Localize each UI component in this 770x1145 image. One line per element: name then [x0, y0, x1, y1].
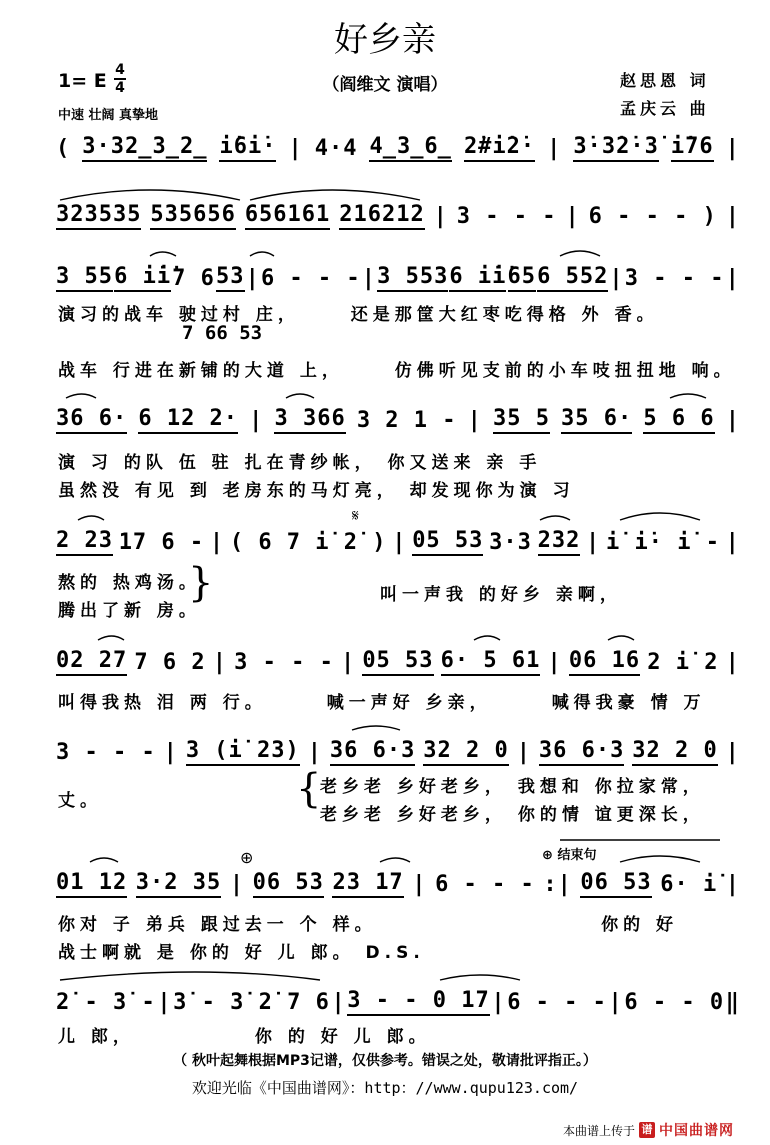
barline: | — [229, 871, 245, 897]
time-sig-top: 4 — [115, 62, 125, 78]
note-group: 06 53 — [253, 870, 324, 898]
note-group: 6· i̇ — [660, 871, 718, 897]
barline: | — [608, 989, 623, 1015]
lyric-line-v4b: 腾出了新 房。 — [58, 601, 201, 621]
note-group: 6 552 — [537, 264, 608, 292]
footer-note: （ 秋叶起舞根据MP3记谱，仅供参考。错误之处，敬请批评指正。） — [173, 1053, 597, 1069]
note-group: 3 366 — [274, 406, 345, 434]
notation-row-6 — [56, 648, 740, 676]
notation-row-2 — [56, 202, 740, 230]
note-group: 7 6 2 — [134, 649, 206, 675]
note-group: 06 16 — [569, 648, 640, 676]
ending-label-text: 结束句 — [557, 848, 597, 863]
barline: | — [725, 739, 740, 765]
barline: | — [212, 649, 227, 675]
lyric-line — [58, 356, 742, 381]
note-group: 216212 — [339, 202, 424, 230]
note-group: 01 12 — [56, 870, 127, 898]
lyric-text: 喊一声好 乡亲， — [326, 693, 492, 713]
lyric-text: 儿 郎， — [58, 1027, 135, 1047]
barline: | — [361, 265, 376, 291]
time-sig-bottom: 4 — [115, 80, 125, 96]
barline: | — [157, 989, 172, 1015]
lyric-line — [58, 300, 742, 325]
note-group: 6 - - - ) — [588, 203, 717, 229]
barline: | — [209, 529, 225, 555]
lyric-text: 喊得我豪 情 万 — [551, 693, 706, 713]
notation-row-9 — [56, 988, 740, 1016]
coda-icon: ⊕ — [542, 848, 553, 863]
upload-credit — [563, 1120, 734, 1140]
lyric-line — [58, 688, 742, 713]
lyric-text: 仿佛听见支前的小车吱扭扭地 响。 — [394, 361, 736, 381]
note-group: 02 27 — [56, 648, 127, 676]
note-group: 535656 — [150, 202, 235, 230]
note-group: 6 - - - — [435, 871, 535, 897]
barline: | — [565, 203, 580, 229]
song-title: 好乡亲 — [334, 20, 436, 60]
lyric-text: 你的 好 — [601, 915, 678, 935]
note-group: 3 (i̇ 23) — [186, 738, 300, 766]
lyric-line-v3: 演 习 的队 伍 驻 扎在青纱帐， 你又送来 亲 手 — [58, 453, 542, 473]
note-group: 7 6 — [172, 265, 215, 291]
note-group: 3·2 35 — [136, 870, 221, 898]
barline: | — [725, 407, 740, 433]
notation-row-4 — [56, 406, 740, 434]
note-group: 656161 — [245, 202, 330, 230]
notation-row-7 — [56, 738, 740, 766]
barline: | — [249, 407, 264, 433]
note-group: 3̇·3̇2̇·3̇ — [573, 134, 658, 162]
singer-credit: （阎维文 演唱） — [322, 75, 448, 95]
note-group: 6 - - 0 — [624, 989, 725, 1015]
note-group: 2̇#i̇2̇· — [464, 134, 535, 162]
note-group: 23 17 — [332, 870, 403, 898]
barline: | — [725, 203, 740, 229]
upload-text: 本曲谱上传于 — [563, 1123, 636, 1138]
note-group: 232 — [538, 528, 581, 556]
brace-icon: } — [188, 560, 214, 606]
lyric-text: 演习的战车 驶过村 庄， — [58, 305, 300, 325]
note-group: i̇6i̇· — [219, 134, 276, 162]
key-signature: 1= E — [58, 70, 107, 92]
lyric-text: 叫得我热 泪 两 行。 — [58, 693, 267, 713]
barline: | — [392, 529, 407, 555]
note-group: ( — [56, 135, 71, 161]
note-group: 65 — [508, 264, 537, 292]
note-group: 5 6 6 — [643, 406, 714, 434]
barline: | — [725, 871, 740, 897]
barline: | — [547, 649, 562, 675]
note-group: 6 - - - — [507, 989, 607, 1015]
final-barline: ‖ — [725, 989, 740, 1015]
composer-credit: 孟庆云 曲 — [620, 99, 710, 118]
lyric-line: 丈。 — [58, 791, 102, 811]
barline: | — [516, 739, 531, 765]
note-group: 6 i̇i̇ — [114, 264, 171, 292]
barline: | — [307, 739, 322, 765]
note-group: 4̲3̲6̲ — [369, 134, 451, 162]
segno-icon: 𝄋 — [352, 506, 359, 525]
note-group: 35 5 — [493, 406, 550, 434]
barline: | — [331, 989, 346, 1015]
barline: | — [467, 407, 482, 433]
note-group: 2̇ - 3̇ - — [56, 989, 156, 1015]
note-group: 32 2 0 — [632, 738, 717, 766]
coda-icon: ⊕ — [240, 848, 254, 867]
note-group: 6 - - - — [260, 265, 361, 291]
note-group: 3 - - - — [56, 739, 156, 765]
note-group: 36 6· — [56, 406, 127, 434]
note-group: 3·3 — [489, 529, 532, 555]
lyric-line — [58, 1022, 742, 1047]
barline: | — [725, 135, 740, 161]
site-logo-text[interactable]: 中国曲谱网 — [659, 1123, 735, 1139]
footer-welcome: 欢迎光临《中国曲谱网》：http：//www.qupu123.com/ — [191, 1079, 579, 1097]
note-group: 05 53 — [362, 648, 433, 676]
lyric-line-v2: 老乡老 乡好老乡， 你的情 谊更深长， — [320, 805, 705, 825]
barline: | — [433, 203, 448, 229]
barline: | — [412, 871, 427, 897]
lyric-line-v4: 虽然没 有见 到 老房东的马灯亮， 却发现你为演 习 — [58, 481, 575, 501]
lyric-text: 战车 行进在新铺的大道 上， — [58, 361, 344, 381]
lyric-line-v1: 老乡老 乡好老乡， 我想和 你拉家常， — [320, 777, 705, 797]
note-group: 4·4 — [314, 135, 358, 161]
note-group: 3 - - - — [234, 649, 334, 675]
repeat-barline: :| — [543, 871, 572, 897]
note-group: 2 i̇ 2 — [647, 649, 719, 675]
note-group: 3 - - - — [624, 265, 725, 291]
note-group: 32 2 0 — [423, 738, 508, 766]
notation-row-5 — [56, 528, 740, 556]
note-group: 06 53 — [580, 870, 651, 898]
barline: | — [609, 265, 624, 291]
barline: | — [245, 265, 260, 291]
lyric-text: 你对 子 弟兵 跟过去一 个 样。 — [58, 915, 377, 935]
note-group: 36 6·3 — [539, 738, 624, 766]
note-group: 3·32̲3̲2̲ — [82, 134, 207, 162]
note-group: 323535 — [56, 202, 141, 230]
lyric-text: 还是那筐大红枣吃得格 外 香。 — [350, 305, 659, 325]
lyric-chorus-1: 叫一声我 的好乡 亲啊， — [380, 585, 622, 605]
note-group: 3̇ - 3̇ 2̇ 7 6 — [173, 989, 330, 1015]
note-group: 17 6 - — [118, 529, 205, 555]
notation-row-8 — [56, 870, 740, 898]
barline: | — [163, 739, 178, 765]
barline: | — [340, 649, 356, 675]
brace-icon: { — [296, 766, 322, 812]
note-group: 3 2 1 - — [356, 407, 457, 433]
tempo-marking: 中速 壮阔 真挚地 — [58, 108, 159, 123]
note-group: 6 i̇i̇ — [449, 264, 506, 292]
note-group: i̇76 — [671, 134, 714, 162]
note-group: i̇ i̇· i̇ - — [605, 529, 720, 555]
note-group: 36 6·3 — [330, 738, 415, 766]
note-group: 3 55 — [56, 264, 113, 292]
lyricist-credit: 赵思恩 词 — [620, 71, 710, 90]
barline: | — [586, 529, 601, 555]
site-logo-icon: 谱 — [639, 1122, 655, 1138]
note-group: 3 - - - — [456, 203, 557, 229]
variant-notes: 7 66 53 — [182, 322, 263, 344]
barline: | — [491, 989, 506, 1015]
barline: | — [725, 649, 740, 675]
note-group: 3 553 — [377, 264, 448, 292]
lyric-line: 战士啊就 是 你的 好 儿 郎。 D.S. — [58, 943, 425, 963]
notation-row-3 — [56, 264, 740, 292]
note-group: 6· 5 61 — [441, 648, 541, 676]
note-group: 3 - - 0 17 — [347, 988, 489, 1016]
note-group: 35 6· — [561, 406, 632, 434]
lyric-line — [58, 910, 678, 935]
barline: | — [547, 135, 562, 161]
note-group: 53 — [216, 264, 245, 292]
note-group: ( 6 7 i̇ 2̇ ) — [229, 529, 387, 555]
note-group: 2 23 — [56, 528, 113, 556]
ending-label — [542, 844, 596, 863]
note-group: 6 12 2· — [138, 406, 238, 434]
lyric-line-v3b: 熬的 热鸡汤。 — [58, 573, 201, 593]
notation-row-1 — [56, 134, 740, 162]
barline: | — [725, 265, 740, 291]
note-group: 05 53 — [412, 528, 483, 556]
barline: | — [288, 135, 303, 161]
barline: | — [725, 529, 740, 555]
lyric-text: 你 的 好 儿 郎。 — [254, 1027, 431, 1047]
